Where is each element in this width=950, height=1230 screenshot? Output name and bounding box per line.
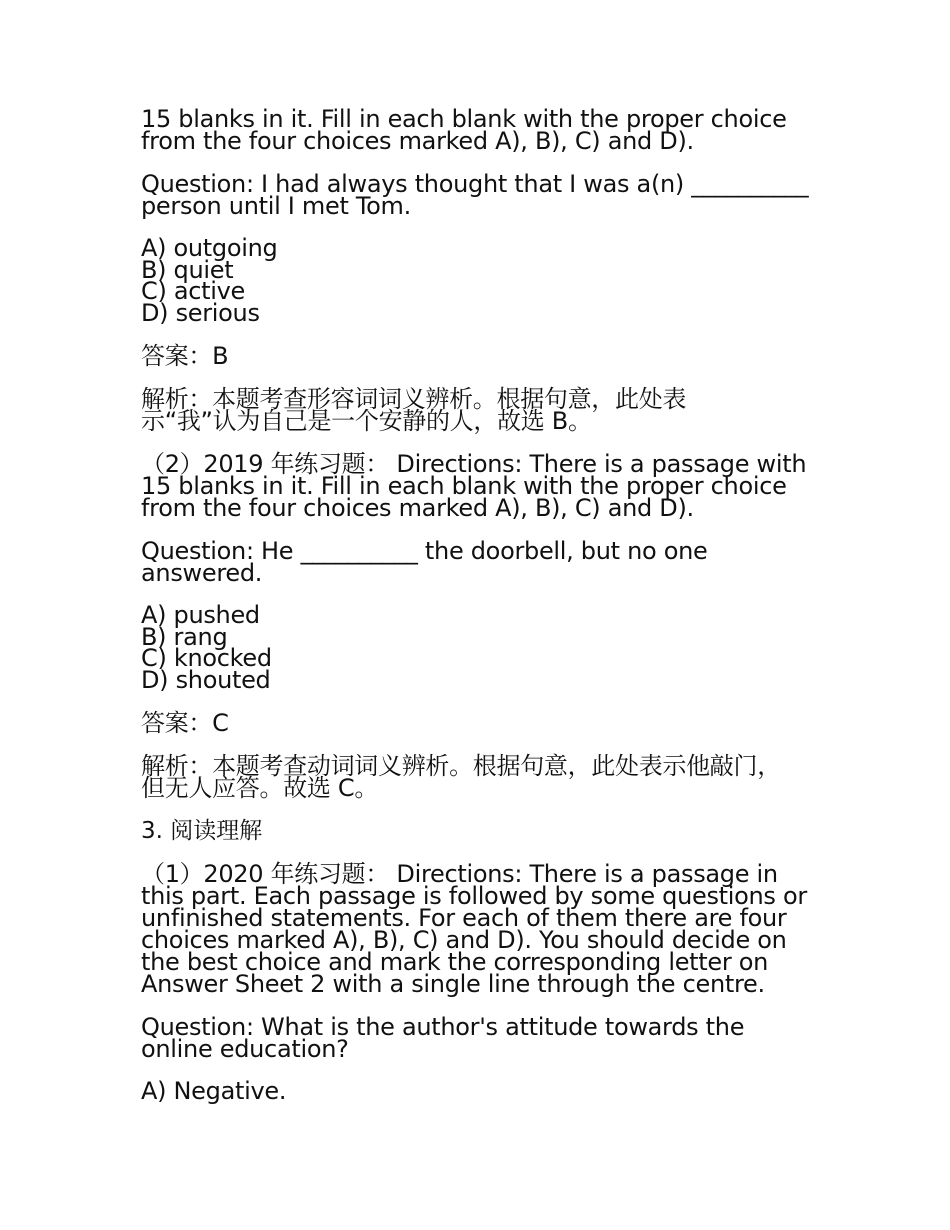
question-paragraph <box>141 170 821 220</box>
text-line: 解析：本题考查形容词词义辨析。根据句意，此处表 <box>141 385 687 413</box>
text-line: online education? <box>141 1035 349 1063</box>
text-line: （2）2019 年练习题： Directions: There is a passage with <box>141 450 807 478</box>
option-item: B) quiet <box>141 255 234 284</box>
answer-text: 答案：C <box>141 709 229 737</box>
text-line: Question: I had always thought that I was a(n) __________ <box>141 170 809 198</box>
text-line: 示“我”认为自己是一个安静的人，故选 B。 <box>141 407 592 435</box>
text-line: 15 blanks in it. Fill in each blank with the proper choice <box>141 105 787 133</box>
text-line: Question: He __________ the doorbell, but no one <box>141 537 708 565</box>
answer-line <box>141 342 821 370</box>
directions-paragraph <box>141 860 821 998</box>
question-paragraph <box>141 537 821 587</box>
option-item: C) knocked <box>141 644 272 672</box>
text-line: from the four choices marked A), B), C) and D). <box>141 127 694 155</box>
text-line: the best choice and mark the corresponding letter on <box>141 948 769 976</box>
text-line: answered. <box>141 559 263 587</box>
text-line: 15 blanks in it. Fill in each blank with the proper choice <box>141 472 787 500</box>
text-line: choices marked A), B), C) and D). You should decide on <box>141 926 787 954</box>
analysis-paragraph <box>141 385 821 435</box>
answer-text: 答案：B <box>141 342 229 370</box>
option-item: B) rang <box>141 622 228 651</box>
analysis-paragraph <box>141 752 821 802</box>
section-heading: 3. 阅读理解 <box>141 818 263 844</box>
text-line: 解析：本题考查动词词义辨析。根据句意，此处表示他敲门， <box>141 752 781 780</box>
option-item: A) pushed <box>141 601 260 629</box>
options-list <box>141 234 821 327</box>
directions-paragraph <box>141 105 821 155</box>
text-line: （1）2020 年练习题： Directions: There is a passage in <box>141 860 778 888</box>
text-line: person until I met Tom. <box>141 192 411 220</box>
option-item: C) active <box>141 277 245 305</box>
option-item: A) outgoing <box>141 234 278 262</box>
text-line: Answer Sheet 2 with a single line through the centre. <box>141 970 765 998</box>
options-list <box>141 601 821 694</box>
directions-paragraph <box>141 450 821 522</box>
text-line: 但无人应答。故选 C。 <box>141 774 379 802</box>
answer-line <box>141 709 821 737</box>
text-line: Question: What is the author's attitude towards the <box>141 1013 745 1041</box>
option-item: A) Negative. <box>141 1077 287 1105</box>
options-list <box>141 1077 821 1105</box>
document-page <box>141 105 821 1124</box>
text-line: from the four choices marked A), B), C) and D). <box>141 494 694 522</box>
text-line: this part. Each passage is followed by some questions or <box>141 882 807 910</box>
option-item: D) serious <box>141 298 260 327</box>
question-paragraph <box>141 1013 821 1063</box>
text-line: unfinished statements. For each of them there are four <box>141 904 787 932</box>
option-item: D) shouted <box>141 665 271 694</box>
